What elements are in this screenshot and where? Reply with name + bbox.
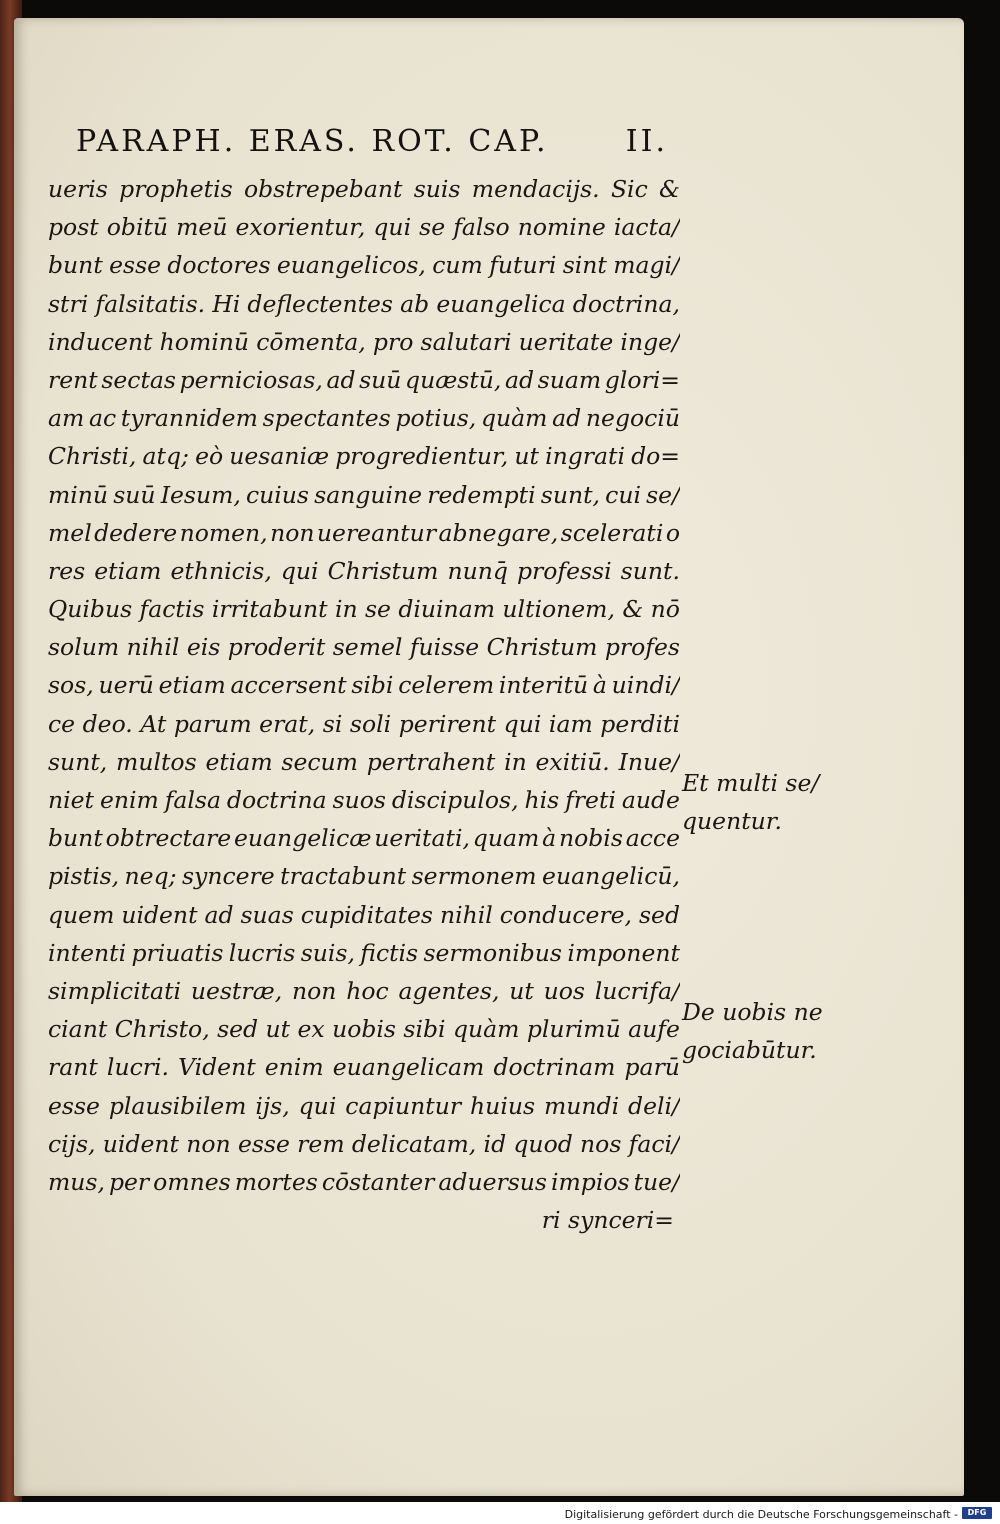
- text-line: Quibus factis irritabunt in se diuinam ultionem, & nō: [48, 595, 680, 624]
- text-line: bunt obtrectare euangelicæ ueritati, quam à nobis acce: [48, 824, 680, 853]
- text-line: quem uident ad suas cupiditates nihil conducere, sed: [48, 900, 680, 929]
- text-line: ce deo. At parum erat, si soli perirent qui iam perditi: [48, 709, 680, 738]
- text-line: niet enim falsa doctrina suos discipulos, his freti aude: [48, 786, 680, 814]
- dfg-logo-icon: DFG: [962, 1507, 992, 1519]
- text-line: mus, per omnes mortes cōstanter aduersus impios tue/: [48, 1167, 680, 1196]
- text-line: intenti priuatis lucris suis, fictis sermonibus imponent: [48, 938, 680, 967]
- text-line: res etiam ethnicis, qui Christum nunq̄ professi sunt.: [48, 556, 680, 585]
- header-title: PARAPH. ERAS. ROT. CAP.: [76, 124, 549, 159]
- margin-note-line: quentur.: [682, 807, 782, 835]
- text-line: inducent hominū cōmenta, pro salutari ueritate inge/: [48, 327, 680, 356]
- text-line: rent sectas perniciosas, ad suū quæstū, ad suam glori=: [48, 365, 680, 394]
- text-line: bunt esse doctores euangelicos, cum futuri sint magi/: [48, 251, 680, 280]
- text-line: sunt, multos etiam secum pertrahent in exitiū. Inue/: [48, 747, 680, 776]
- margin-note: [682, 764, 842, 840]
- text-line: ciant Christo, sed ut ex uobis sibi quàm plurimū aufe: [48, 1015, 680, 1044]
- text-line: solum nihil eis proderit semel fuisse Christum profes: [48, 633, 680, 662]
- footer-bar: [0, 1502, 1000, 1524]
- header-chapter: II.: [625, 124, 668, 159]
- text-line: sos, uerū etiam accersent sibi celerem interitū à uindi/: [48, 671, 680, 700]
- running-header: [76, 124, 676, 168]
- text-line: minū suū Iesum, cuius sanguine redempti sunt, cui se/: [48, 480, 680, 509]
- text-line: simplicitati uestræ, non hoc agentes, ut uos lucrifa/: [48, 976, 680, 1005]
- text-line: rant lucri. Vident enim euangelicam doctrinam parū: [48, 1053, 680, 1082]
- margin-note: [682, 993, 842, 1069]
- text-line: pistis, neq; syncere tractabunt sermonem euangelicū,: [48, 862, 680, 891]
- text-line: esse plausibilem ijs, qui capiuntur huius mundi deli/: [48, 1091, 680, 1120]
- catchword-line: ri synceri=: [541, 1206, 674, 1235]
- text-line: stri falsitatis. Hi deflectentes ab euangelica doctrina,: [48, 289, 680, 318]
- body-text: [48, 170, 680, 1239]
- text-line: am ac tyrannidem spectantes potius, quàm ad negociū: [48, 404, 680, 433]
- text-line: cijs, uident non esse rem delicatam, id quod nos faci/: [48, 1129, 680, 1158]
- text-line: mel dedere nomen, non uereantur abnegare, scelerati o: [48, 518, 680, 547]
- text-line: ueris prophetis obstrepebant suis mendacijs. Sic &: [48, 175, 680, 203]
- margin-note-line: Et multi se/: [682, 769, 820, 797]
- margin-note-line: De uobis ne: [682, 998, 823, 1026]
- text-line: post obitū meū exorientur, qui se falso nomine iacta/: [48, 213, 680, 242]
- margin-note-line: gociabūtur.: [682, 1036, 817, 1064]
- text-line: Christi, atq; eò uesaniæ progredientur, ut ingrati do=: [48, 442, 680, 471]
- funding-credit: Digitalisierung gefördert durch die Deutsche Forschungsgemeinschaft -: [564, 1508, 958, 1521]
